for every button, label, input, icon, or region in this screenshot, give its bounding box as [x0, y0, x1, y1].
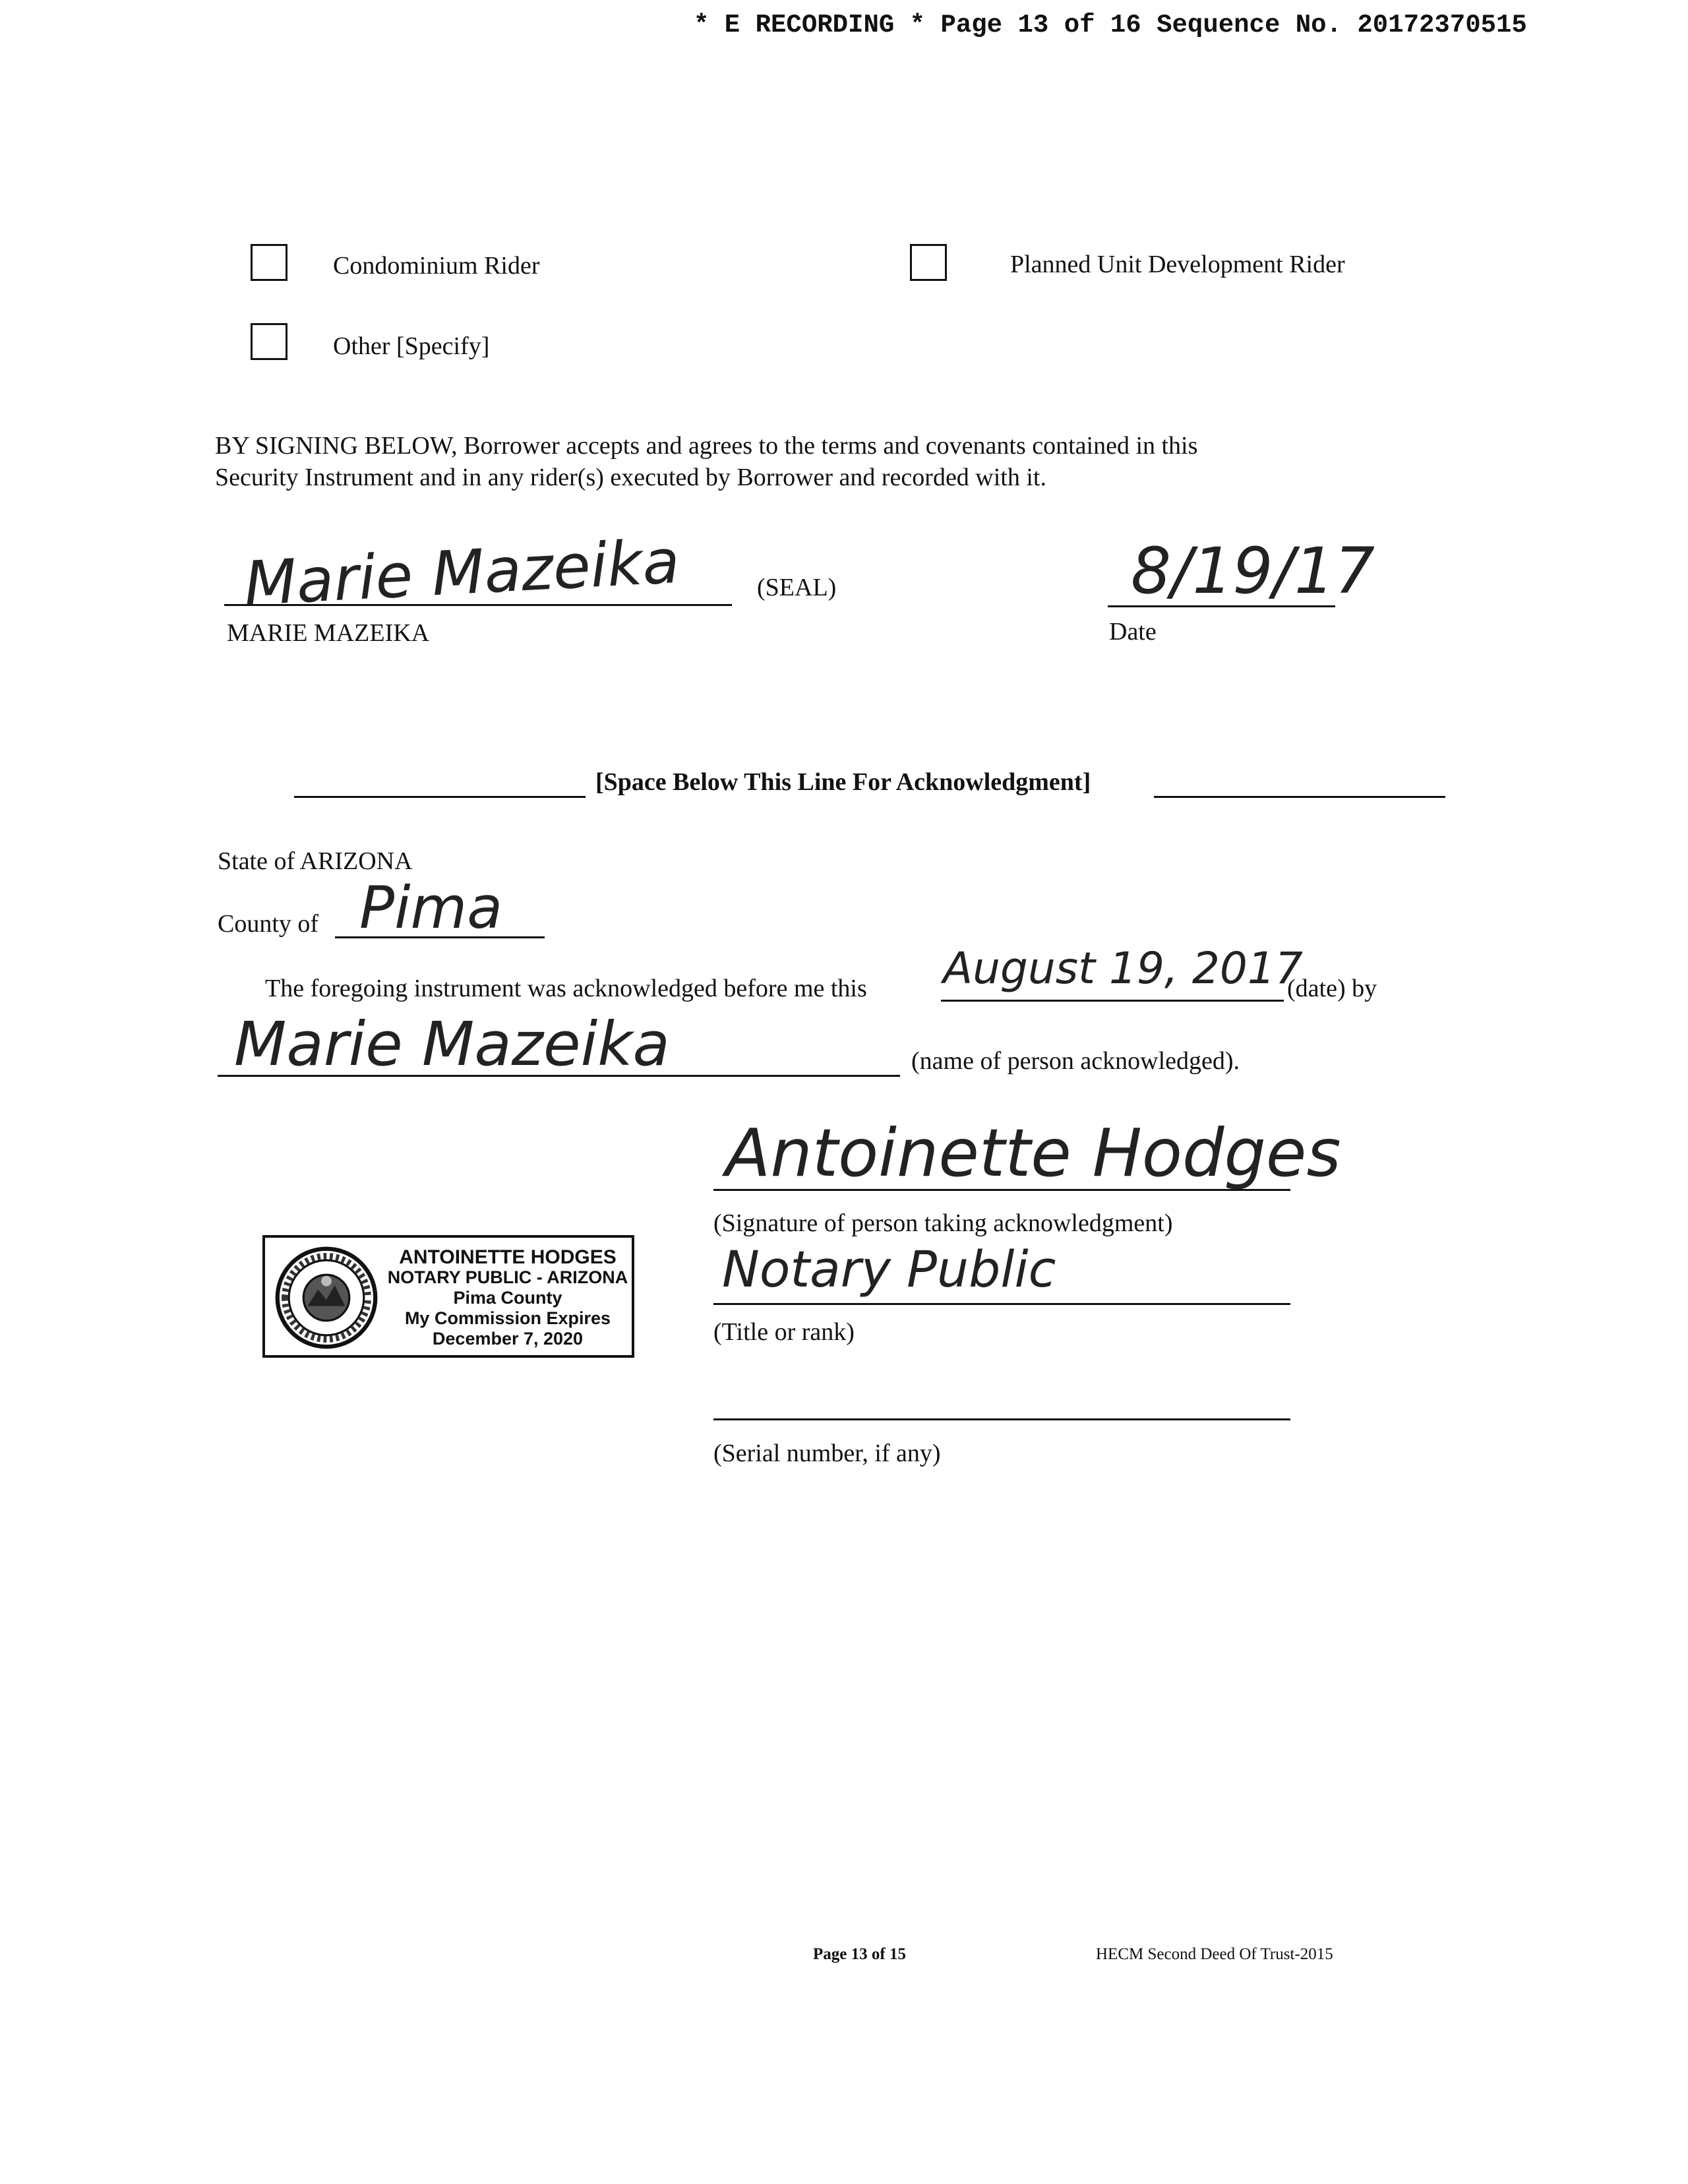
acknowledged-name-handwritten: Marie Mazeika [234, 1009, 670, 1079]
title-line [713, 1303, 1290, 1305]
state-seal-icon [274, 1246, 378, 1350]
notary-signature-line [713, 1189, 1290, 1191]
notary-stamp [262, 1235, 634, 1358]
foregoing-text: The foregoing instrument was acknowledged before me this [265, 975, 867, 1002]
stamp-commission-date: December 7, 2020 [432, 1329, 584, 1349]
borrower-signature-line [224, 604, 732, 606]
state-label: State of ARIZONA [218, 847, 413, 875]
borrower-name: MARIE MAZEIKA [227, 619, 430, 647]
serial-line [713, 1418, 1290, 1420]
county-label: County of [218, 910, 319, 938]
borrower-signature: Marie Mazeika [242, 526, 682, 620]
recording-header: * E RECORDING * Page 13 of 16 Sequence No. 20172370515 [694, 11, 1527, 40]
stamp-notary-name: ANTOINETTE HODGES [399, 1246, 617, 1268]
acknowledged-name-label: (name of person acknowledged). [911, 1047, 1240, 1075]
acknowledged-date-line [941, 1000, 1284, 1002]
signing-statement-line2: Security Instrument and in any rider(s) executed by Borrower and recorded with it. [215, 464, 1046, 491]
separator-line-right [1154, 796, 1445, 798]
seal-label: (SEAL) [757, 574, 837, 601]
condominium-rider-checkbox[interactable] [251, 244, 287, 281]
county-line [335, 936, 545, 938]
condominium-rider-label: Condominium Rider [333, 252, 540, 280]
acknowledgment-separator: [Space Below This Line For Acknowledgment] [595, 768, 1091, 796]
footer-form-name: HECM Second Deed Of Trust-2015 [1096, 1945, 1333, 1963]
county-handwritten: Pima [359, 874, 503, 942]
notary-title-handwritten: Notary Public [722, 1240, 1056, 1298]
notary-signature: Antoinette Hodges [725, 1114, 1341, 1192]
title-label: (Title or rank) [713, 1318, 855, 1346]
serial-label: (Serial number, if any) [713, 1440, 941, 1467]
notary-signature-label: (Signature of person taking acknowledgment) [713, 1209, 1173, 1237]
date-by-label: (date) by [1287, 975, 1377, 1002]
other-rider-label: Other [Specify] [333, 332, 490, 360]
other-rider-checkbox[interactable] [251, 323, 287, 360]
stamp-notary-title: NOTARY PUBLIC - ARIZONA [387, 1267, 628, 1287]
separator-line-left [294, 796, 586, 798]
footer-page-number: Page 13 of 15 [813, 1945, 906, 1963]
date-line [1108, 605, 1335, 607]
stamp-county: Pima County [453, 1288, 562, 1308]
acknowledged-name-line [218, 1075, 900, 1077]
date-label: Date [1109, 618, 1157, 646]
stamp-commission-label: My Commission Expires [404, 1308, 611, 1328]
borrower-date-handwritten: 8/19/17 [1131, 534, 1375, 608]
pud-rider-label: Planned Unit Development Rider [1010, 251, 1345, 278]
signing-statement-line1: BY SIGNING BELOW, Borrower accepts and agrees to the terms and covenants contained in this [215, 432, 1198, 460]
pud-rider-checkbox[interactable] [910, 244, 947, 281]
acknowledged-date-handwritten: August 19, 2017 [943, 943, 1303, 994]
